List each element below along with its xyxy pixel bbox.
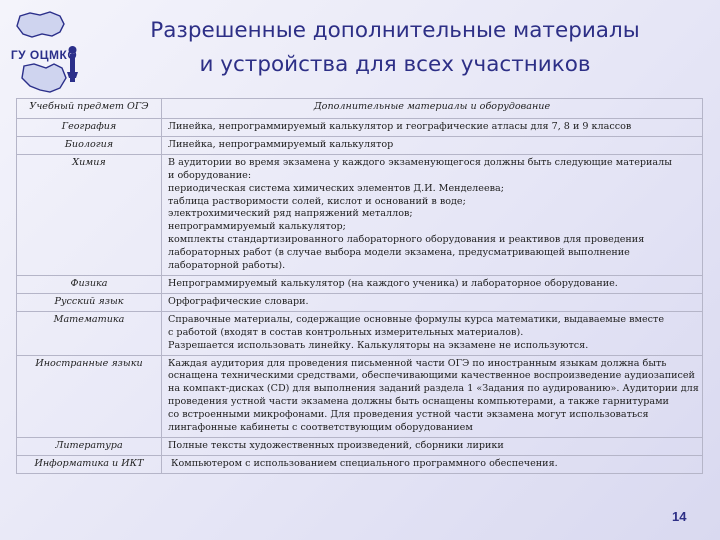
subject-cell: Литература <box>17 437 162 455</box>
materials-cell <box>162 355 703 437</box>
materials-line: Непрограммируемый калькулятор (на каждого ученика) и лабораторное оборудование. <box>168 277 618 289</box>
materials-line: со встроенными микрофонами. Для проведения устной части экзамена могут использоваться <box>168 409 649 421</box>
materials-line: периодическая система химических элементов Д.И. Менделеева; <box>168 182 504 194</box>
materials-cell <box>162 293 703 311</box>
materials-cell <box>162 437 703 455</box>
subject-cell: Физика <box>17 275 162 293</box>
table-row <box>17 455 703 473</box>
subject-cell: Математика <box>17 311 162 355</box>
materials-line: электрохимический ряд напряжений металлов; <box>168 208 413 220</box>
materials-line: комплекты стандартизированного лабораторного оборудования и реактивов для проведения <box>168 234 645 246</box>
materials-line: Орфографические словари. <box>168 295 309 307</box>
materials-line: Полные тексты художественных произведений, сборники лирики <box>168 439 504 451</box>
title-line-1: Разрешенные дополнительные материалы <box>150 18 640 43</box>
subject-cell: География <box>17 119 162 137</box>
subject-cell: Иностранные языки <box>17 355 162 437</box>
materials-line: Линейка, непрограммируемый калькулятор <box>168 138 394 150</box>
materials-line: проведения устной части экзамена должны быть оснащены компьютерами, а также гарнитурами <box>168 396 669 408</box>
materials-cell <box>162 154 703 275</box>
materials-line: В аудитории во время экзамена у каждого экзаменующегося должны быть следующие материалы <box>168 156 672 168</box>
materials-line: с работой (входят в состав контрольных измерительных материалов). <box>168 326 524 338</box>
materials-cell <box>162 136 703 154</box>
materials-table <box>16 98 703 474</box>
table-header-row <box>17 99 703 119</box>
materials-line: на компакт-дисках (CD) для выполнения заданий раздела 1 «Задания по аудированию». Аудитории для <box>168 383 699 395</box>
table-row <box>17 119 703 137</box>
subject-cell: Биология <box>17 136 162 154</box>
logo <box>6 10 86 96</box>
materials-line: Каждая аудитория для проведения письменной части ОГЭ по иностранным языкам должна быть <box>168 357 667 369</box>
materials-line: лабораторных работ (в случае выбора модели экзамена, предусматривающей выполнение <box>168 247 630 259</box>
header-materials: Дополнительные материалы и оборудование <box>162 99 703 119</box>
subject-cell: Русский язык <box>17 293 162 311</box>
materials-line: таблица растворимости солей, кислот и оснований в воде; <box>168 195 466 207</box>
logo-text: ГУ ОЦМКО <box>10 48 78 62</box>
table-row <box>17 311 703 355</box>
materials-cell <box>162 311 703 355</box>
materials-line: Линейка, непрограммируемый калькулятор и географические атласы для 7, 8 и 9 классов <box>168 121 632 132</box>
header-subject: Учебный предмет ОГЭ <box>17 99 162 119</box>
materials-line: непрограммируемый калькулятор; <box>168 221 346 233</box>
table-row <box>17 275 703 293</box>
title-line-2: и устройства для всех участников <box>199 52 591 77</box>
materials-line: и оборудование: <box>168 169 252 181</box>
materials-line: Справочные материалы, содержащие основные формулы курса математики, выдаваемые вместе <box>168 313 665 325</box>
materials-line: лингафонные кабинеты с соответствующим оборудованием <box>168 422 473 434</box>
materials-line: Разрешается использовать линейку. Калькуляторы на экзамене не используются. <box>168 339 589 351</box>
materials-line: лабораторной работы). <box>168 260 286 272</box>
table-row <box>17 293 703 311</box>
table-row <box>17 355 703 437</box>
materials-line: оснащена техническими средствами, обеспечивающими качественное воспроизведение аудиозаписей <box>168 370 695 382</box>
materials-cell <box>162 275 703 293</box>
table-row <box>17 154 703 275</box>
page-number: 14 <box>672 509 687 524</box>
table-row <box>17 136 703 154</box>
materials-line: Компьютером с использованием специального программного обеспечения. <box>168 457 558 469</box>
table-row <box>17 437 703 455</box>
materials-cell <box>162 455 703 473</box>
subject-cell: Информатика и ИКТ <box>17 455 162 473</box>
page-title <box>95 14 695 82</box>
subject-cell: Химия <box>17 154 162 275</box>
materials-cell <box>162 119 703 137</box>
